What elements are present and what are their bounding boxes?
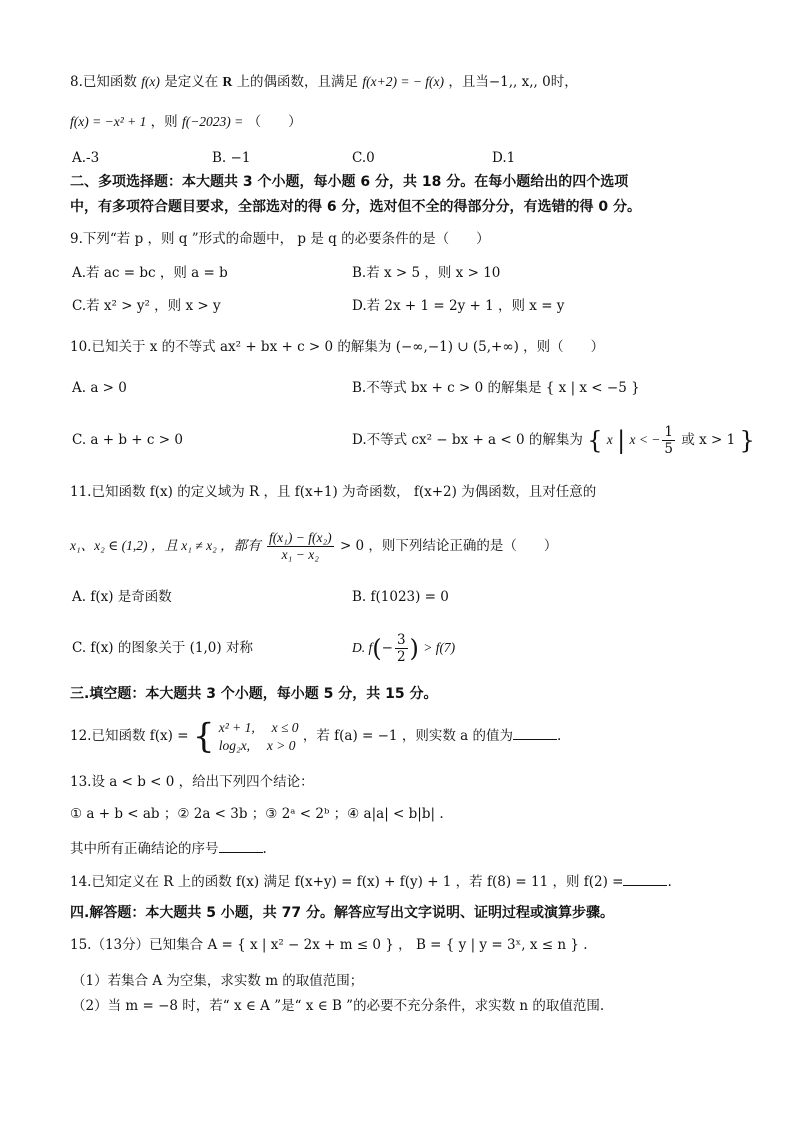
q10-d-frac-num: 1 (664, 424, 674, 440)
q12-end: . (556, 728, 562, 744)
q11-frac-num: f(x₁) − f(x₂) (268, 530, 332, 545)
q11-stem-2 (70, 528, 557, 564)
q8-text-b: 是定义在 (164, 74, 219, 90)
q11-option-c: C. f(x) 的图象关于 (1,0) 对称 (72, 640, 253, 656)
q8-condition: ，且当−1,, x,, 0时， (448, 74, 578, 90)
q8-cond: f(x) = −x² + 1 (70, 114, 147, 129)
q8-ask: ，则 (150, 114, 178, 130)
q12-answer-blank (513, 725, 557, 740)
q8-stem (70, 72, 578, 92)
q11-option-a: A. f(x) 是奇函数 (72, 589, 172, 605)
q10-option-b: B.不等式 bx + c > 0 的解集是 { x | x < −5 } (352, 380, 640, 396)
section2-line2: 中，有多项符合题目要求，全部选对的得 6 分，选对但不全的得部分分，有选错的得 0 分。 (70, 199, 641, 215)
q8-option-c: C.0 (352, 150, 375, 166)
q13-items: ① a + b < ab ；② 2a < 3b ；③ 2ᵃ < 2ᵇ ；④ a|a| < b|b| . (70, 806, 444, 822)
q11-stem2-post: > 0 ，则下列结论正确的是（ ） (339, 538, 558, 554)
q13-ask (70, 838, 267, 859)
q8-fx: f(x) (141, 74, 160, 89)
q11-stem2-pre: x₁、x₂ ∈ (1,2) ，且 x₁ ≠ x₂ ，都有 (70, 538, 261, 553)
q10-option-c: C. a + b + c > 0 (72, 432, 183, 448)
q10-d-set-var: x (606, 432, 613, 447)
q15-stem: 15.（13分）已知集合 A = { x | x² − 2x + m ≤ 0 } ， B = { y | y = 3ˣ, x ≤ n } . (70, 937, 588, 953)
q8-prefix: 8.已知函数 (70, 74, 137, 90)
q10-d-set-cond: x < − (629, 432, 661, 447)
q10-d-set-or: 或 x > 1 (681, 432, 736, 448)
q13-end: . (262, 841, 267, 857)
q12-pieces (219, 719, 299, 755)
q10-d-bar: | (617, 426, 626, 455)
q13-answer-blank (219, 838, 263, 853)
q15-part-1: （1）若集合 A 为空集，求实数 m 的取值范围； (72, 973, 364, 989)
section2-line1: 二、多项选择题：本大题共 3 个小题，每小题 6 分，共 18 分。在每小题给出的四个选项 (70, 174, 629, 190)
q11-d-den: 2 (396, 649, 406, 665)
q9-option-c: C.若 x² > y² ，则 x > y (72, 298, 221, 314)
q12-piece-1: x² + 1, x ≤ 0 (218, 719, 299, 735)
q8-option-d: D.1 (492, 150, 516, 166)
q14-end: . (667, 874, 672, 890)
q8-real-set: R (222, 74, 233, 89)
q10-option-a: A. a > 0 (72, 380, 127, 396)
q8-equation: f(x+2) = − f(x) (362, 74, 445, 89)
q12-prefix: 12.已知函数 f(x) = (70, 728, 189, 744)
q14-answer-blank (623, 871, 667, 886)
q10-option-d (352, 420, 755, 460)
q11-frac-den: x₁ − x₂ (281, 547, 319, 562)
q11-d-right-paren: ) (409, 634, 419, 663)
q11-d-post: > f(7) (423, 640, 456, 655)
q13-ask-text: 其中所有正确结论的序号 (70, 841, 219, 857)
q9-option-d: D.若 2x + 1 = 2y + 1 ，则 x = y (352, 298, 565, 314)
q11-d-fraction (395, 632, 408, 665)
q11-option-d: D. f(− $\frac{3}{2}$ ) > f(7) (352, 632, 456, 665)
q10-d-frac-den: 5 (664, 441, 674, 457)
q14-stem (70, 871, 672, 892)
section3-title: 三.填空题：本大题共 3 个小题，每小题 5 分，共 15 分。 (70, 686, 438, 702)
q13-stem: 13.设 a < b < 0 ，给出下列四个结论： (70, 774, 314, 790)
q8-ask-expr: f(−2023) = (181, 114, 244, 129)
q10-d-right-brace: } (739, 426, 755, 455)
q11-d-left-paren: ( (372, 634, 382, 663)
q9-option-a: A.若 ac = bc ，则 a = b (72, 265, 228, 281)
q11-option-b: B. f(1023) = 0 (352, 589, 449, 605)
q10-d-prefix: D.不等式 cx² − bx + a < 0 的解集为 (352, 432, 583, 448)
q10-stem: 10.已知关于 x 的不等式 ax² + bx + c > 0 的解集为 (−∞,−1) ∪ (5,+∞) ，则（ ） (70, 339, 605, 355)
q9-stem: 9.下列“若 p ，则 q ”形式的命题中， p 是 q 的必要条件的是（ ） (70, 231, 490, 247)
q8-paren: （ ） (247, 114, 302, 130)
q11-stem-1: 11.已知函数 f(x) 的定义域为 R ，且 f(x+1) 为奇函数， f(x+2) 为偶函数，且对任意的 (70, 484, 597, 500)
q8-cond-line (70, 112, 302, 132)
q14-stem-text: 14.已知定义在 R 上的函数 f(x) 满足 f(x+y) = f(x) + f(y) + 1 ，若 f(8) = 11 ，则 f(2) = (70, 874, 624, 890)
q9-option-b: B.若 x > 5 ，则 x > 10 (352, 265, 501, 281)
q8-option-a: A.-3 (72, 150, 100, 166)
q8-text-d: 上的偶函数，且满足 (236, 74, 359, 90)
q11-fraction (267, 530, 334, 563)
q15-part-2: （2）当 m = −8 时，若“ x ∈ A ”是“ x ∈ B ”的必要不充分条件，求实数 n 的取值范围. (72, 998, 605, 1014)
q12-brace: { (192, 716, 215, 757)
q11-d-prefix: D. f (352, 640, 373, 655)
section4-title: 四.解答题：本大题共 5 小题，共 77 分。解答应写出文字说明、证明过程或演算步骤。 (70, 905, 615, 921)
q12-stem (70, 716, 561, 756)
q12-piece-2: log₂x, x > 0 (218, 737, 296, 753)
q10-d-fraction (662, 424, 675, 457)
q12-post: ，若 f(a) = −1 ，则实数 a 的值为 (302, 728, 513, 744)
q10-d-left-brace: { (587, 426, 603, 455)
q8-option-b: B. −1 (212, 150, 251, 166)
q11-d-num: 3 (396, 632, 406, 648)
